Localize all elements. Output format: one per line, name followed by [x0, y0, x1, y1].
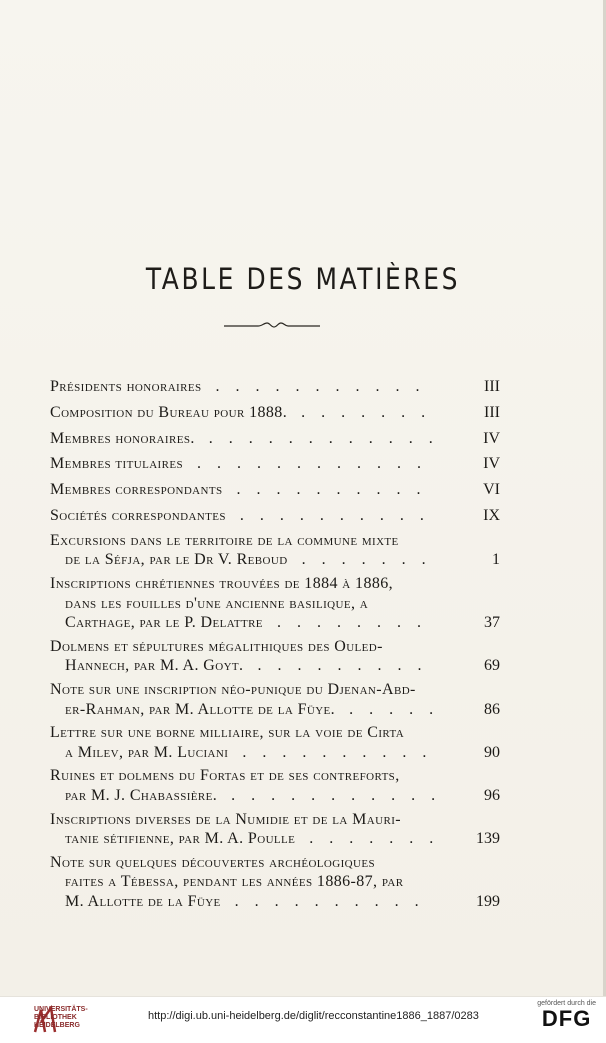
- toc-entry-line: [50, 743, 500, 763]
- toc-page-number: 69: [484, 657, 500, 675]
- toc-entry-text: Dolmens et sépultures mégalithiques des Ouled-: [50, 637, 383, 655]
- toc-entry: [50, 451, 500, 477]
- toc-entry-line: [50, 503, 500, 529]
- toc-entry-text: er-Rahman, par M. Allotte de la Füye.: [65, 700, 336, 718]
- dot-leader: . . . . . . .: [291, 403, 432, 421]
- toc-entry-line: [50, 680, 500, 700]
- toc-entry-line: [50, 613, 500, 633]
- toc-entry: [50, 810, 500, 849]
- library-name: [34, 1006, 88, 1030]
- toc-entry-text: Présidents honoraires: [50, 378, 202, 395]
- toc-entry-text: Ruines et dolmens du Fortas et de ses contreforts,: [50, 767, 400, 785]
- library-line-1: UNIVERSITÄTS-: [34, 1006, 88, 1013]
- toc-entry-text: Carthage, par le P. Delattre: [65, 614, 263, 632]
- dot-leader: . . . . .: [339, 700, 440, 718]
- toc-entry-line: [50, 426, 500, 452]
- toc-entry-text: Note sur une inscription néo-punique du Djenan-Abd-: [50, 680, 416, 698]
- dot-leader: . . . . . . . . . .: [224, 892, 425, 910]
- toc-entry-text: tanie sétifienne, par M. A. Poulle: [65, 830, 296, 848]
- toc-page-number: IX: [483, 506, 500, 524]
- toc-page-number: III: [484, 378, 500, 395]
- sponsor-logo: [537, 1000, 596, 1031]
- toc-page-number: IV: [483, 455, 500, 473]
- toc-entry: [50, 766, 500, 805]
- toc-entry: [50, 723, 500, 762]
- toc-entry-text: de la Séfja, par le Dr V. Reboud: [65, 551, 288, 569]
- dot-leader: . . . . . . .: [299, 830, 440, 848]
- sponsor-note: gefördert durch die: [537, 1000, 596, 1007]
- toc-entry: [50, 374, 500, 400]
- toc-entry-text: dans les fouilles d'une ancienne basilique, a: [65, 594, 369, 612]
- toc-entry-text: Membres honoraires.: [50, 429, 195, 447]
- toc-entry-text: Hannech, par M. A. Goyt.: [65, 657, 244, 675]
- toc-page-number: 90: [484, 743, 500, 761]
- toc-entry: [50, 531, 500, 570]
- toc-page-number: 199: [476, 892, 500, 910]
- dot-leader: . . . . . . . . . .: [229, 506, 430, 524]
- dot-leader: . . . . . . . . . . .: [221, 786, 442, 804]
- dot-leader: . . . . . . . . . . . .: [186, 455, 427, 473]
- toc-entry-line: [50, 451, 500, 477]
- dot-leader: . . . . . . . . . .: [226, 481, 427, 499]
- dot-leader: . . . . . . . . . . . .: [198, 429, 439, 447]
- toc-entry-line: [50, 637, 500, 657]
- toc-entry-line: [50, 872, 500, 892]
- toc-entry-text: Sociétés correspondantes: [50, 506, 226, 524]
- toc-page-number: 86: [484, 700, 500, 718]
- toc-entry-text: Membres titulaires: [50, 455, 183, 473]
- toc-page-number: VI: [483, 481, 500, 499]
- toc-entry-line: [50, 574, 500, 594]
- dot-leader: . . . . . . .: [291, 551, 432, 569]
- toc-entry-text: Lettre sur une borne milliaire, sur la voie de Cirta: [50, 724, 405, 742]
- toc-page-number: IV: [483, 429, 500, 447]
- dot-leader: . . . . . . . .: [266, 614, 427, 632]
- toc-entry: [50, 853, 500, 912]
- toc-entry-line: [50, 656, 500, 676]
- toc-entry: [50, 426, 500, 452]
- toc-entry: [50, 477, 500, 503]
- table-of-contents: [50, 374, 500, 915]
- toc-entry-text: Membres correspondants: [50, 481, 223, 499]
- ornament-divider-icon: [222, 318, 322, 332]
- source-url-link[interactable]: http://digi.ub.uni-heidelberg.de/diglit/recconstantine1886_1887/0283: [148, 1010, 479, 1022]
- toc-entry-line: [50, 810, 500, 830]
- toc-entry-text: Inscriptions diverses de la Numidie et de la Mauri-: [50, 810, 401, 828]
- toc-page-number: 1: [492, 551, 500, 569]
- toc-entry: [50, 400, 500, 426]
- toc-page-number: 37: [484, 614, 500, 632]
- library-line-2: BIBLIOTHEK: [34, 1014, 77, 1021]
- toc-entry-text: M. Allotte de la Füye: [65, 892, 221, 910]
- dot-leader: . . . . . . . . .: [247, 657, 428, 675]
- toc-page-number: 96: [484, 786, 500, 804]
- toc-entry-text: Inscriptions chrétiennes trouvées de 1884 à 1886,: [50, 574, 394, 592]
- toc-entry: [50, 503, 500, 529]
- toc-entry-line: [50, 892, 500, 912]
- toc-entry-line: [50, 374, 500, 400]
- toc-entry-line: [50, 766, 500, 786]
- toc-page-number: 139: [476, 830, 500, 848]
- toc-entry-line: [50, 550, 500, 570]
- dot-leader: . . . . . . . . . . .: [205, 378, 426, 395]
- toc-entry: [50, 680, 500, 719]
- toc-entry-text: a Milev, par M. Luciani: [65, 743, 229, 761]
- toc-entry-line: [50, 477, 500, 503]
- sponsor-name: DFG: [541, 1006, 592, 1031]
- toc-entry-line: [50, 400, 500, 426]
- dot-leader: . . . . . . . . . .: [232, 743, 433, 761]
- toc-entry: [50, 637, 500, 676]
- toc-page-number: III: [484, 403, 500, 421]
- toc-entry-line: [50, 786, 500, 806]
- toc-entry-text: Note sur quelques découvertes archéologiques: [50, 853, 375, 871]
- toc-entry-text: Excursions dans le territoire de la commune mixte: [50, 531, 399, 549]
- toc-entry: [50, 574, 500, 633]
- toc-entry-line: [50, 594, 500, 614]
- toc-entry-line: [50, 723, 500, 743]
- toc-entry-text: faites a Tébessa, pendant les années 1886-87, par: [65, 873, 404, 891]
- toc-entry-line: [50, 829, 500, 849]
- page-title: TABLE DES MATIÈRES: [145, 262, 461, 296]
- toc-entry-line: [50, 700, 500, 720]
- toc-entry-line: [50, 853, 500, 873]
- toc-entry-line: [50, 531, 500, 551]
- toc-entry-text: par M. J. Chabassière.: [65, 786, 218, 804]
- footer-bar: [0, 996, 606, 1043]
- toc-entry-text: Composition du Bureau pour 1888.: [50, 403, 288, 421]
- library-line-3: HEIDELBERG: [34, 1022, 80, 1029]
